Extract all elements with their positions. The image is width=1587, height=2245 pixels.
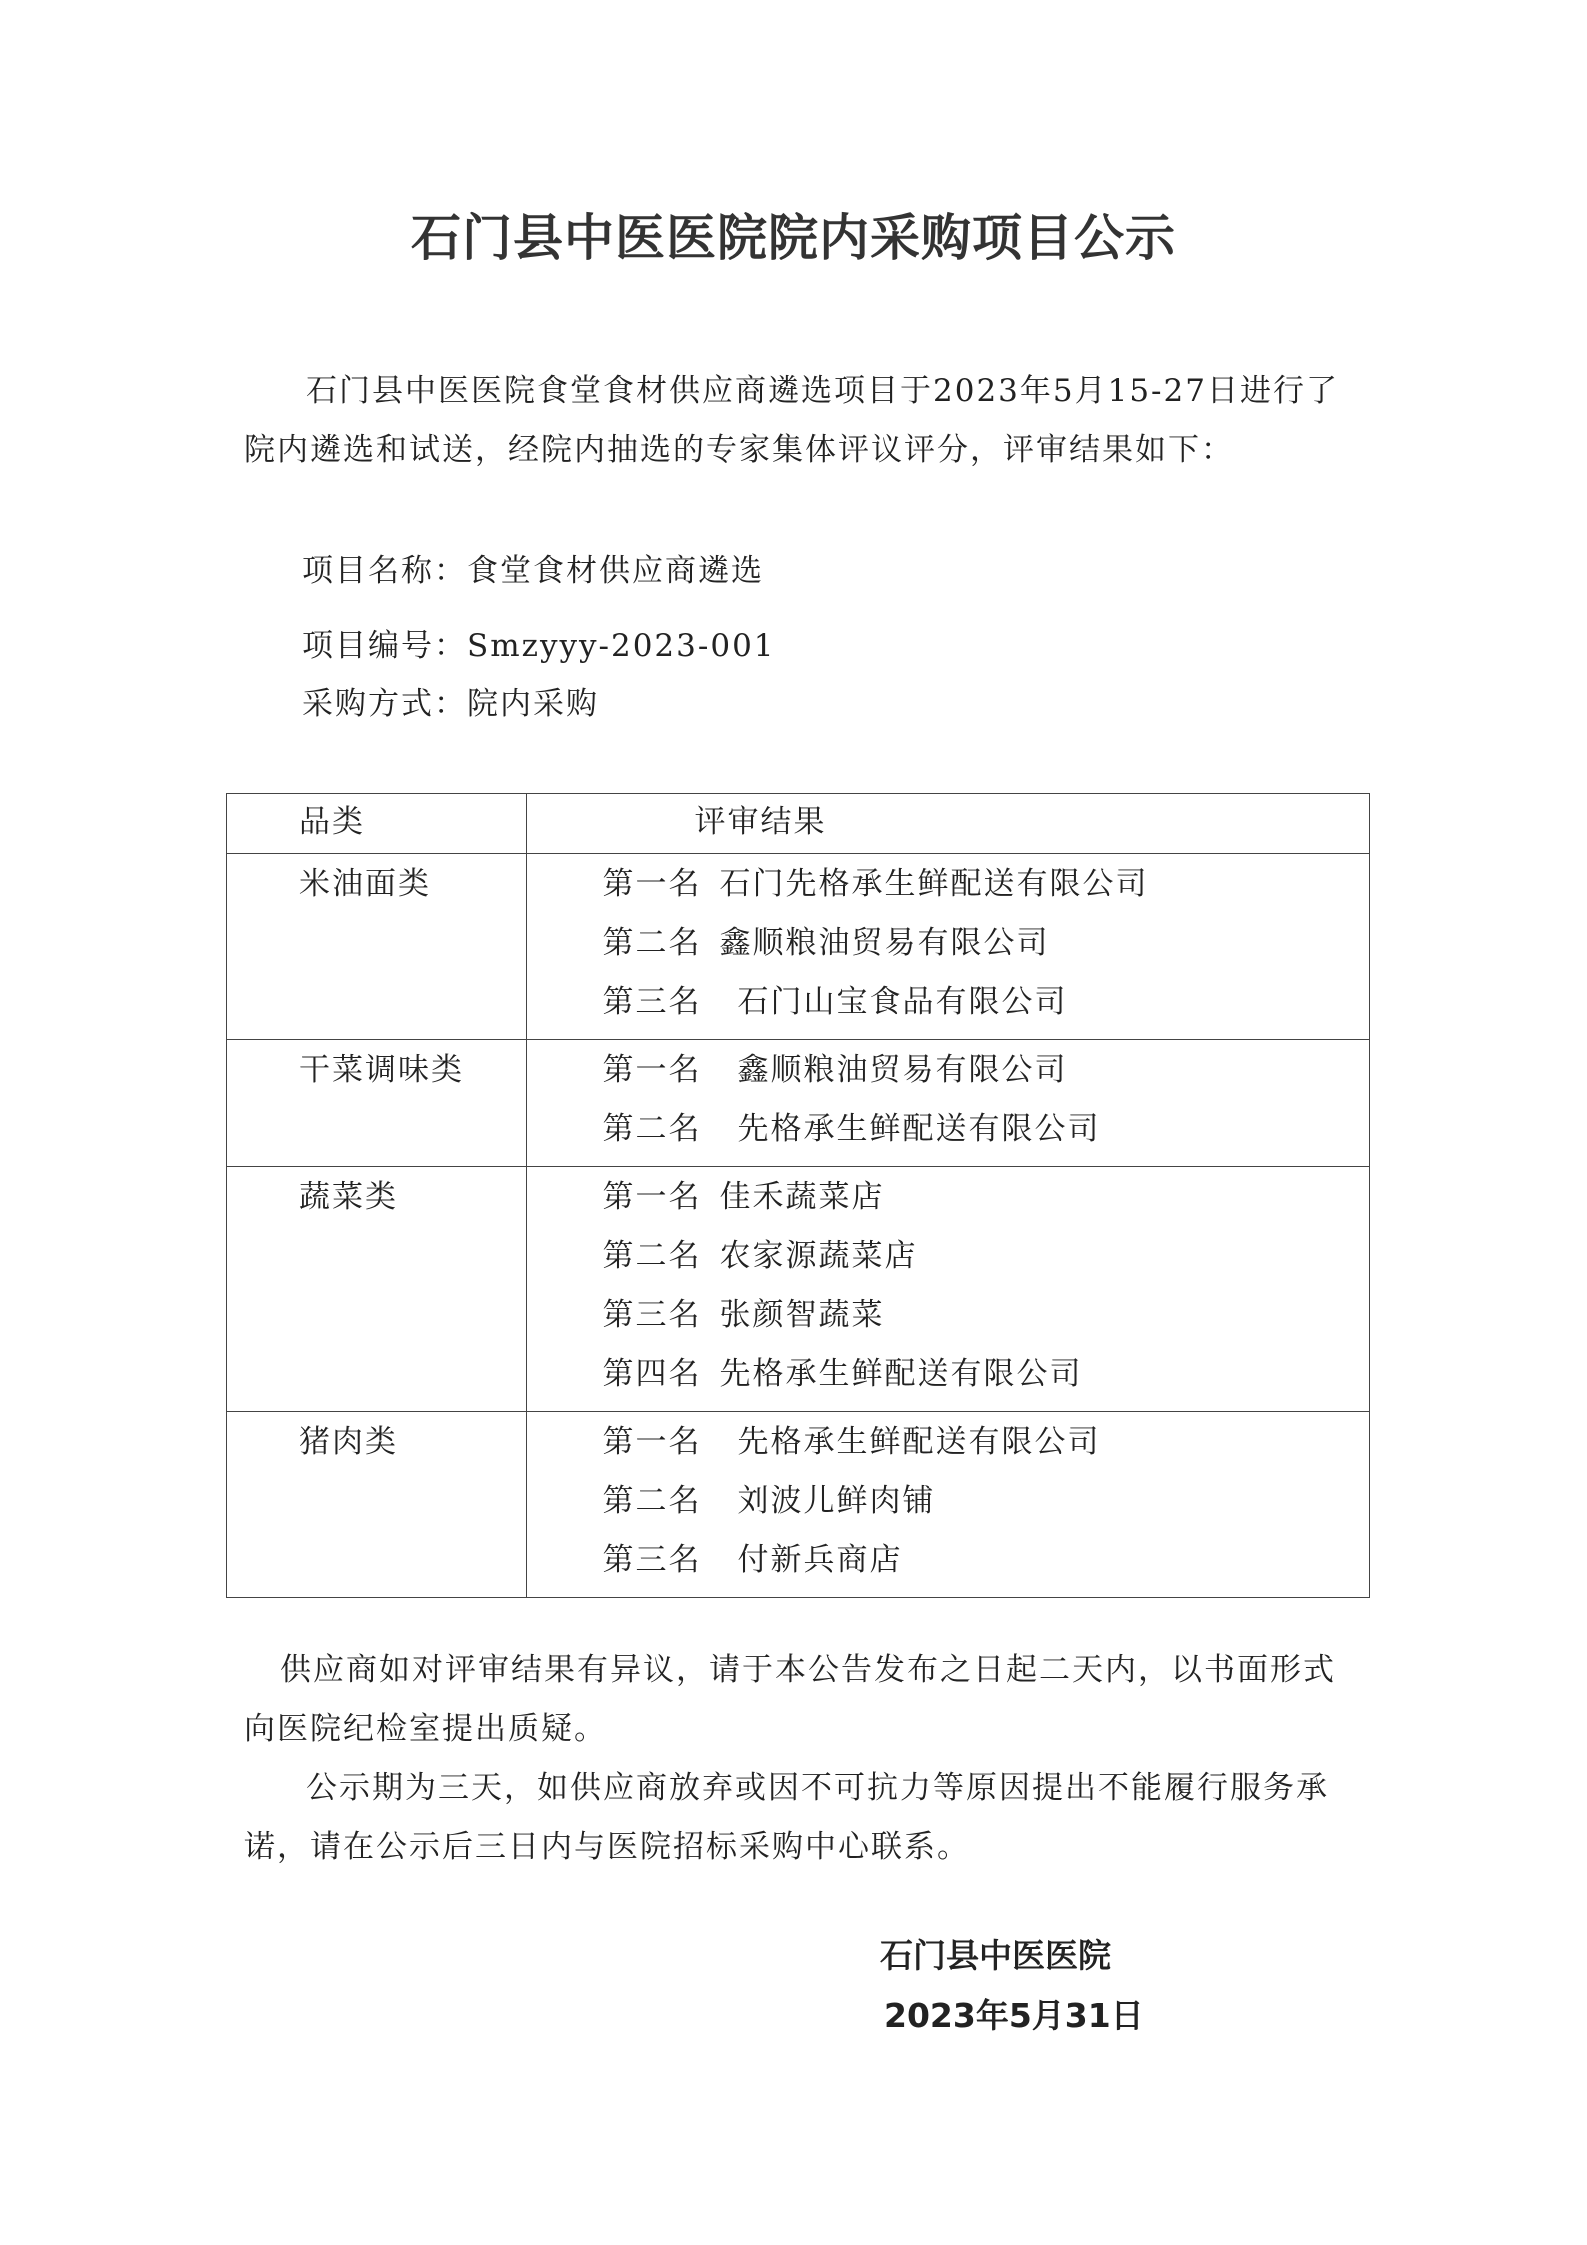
- result-line: [603, 1348, 1369, 1407]
- header-category: 品类: [227, 794, 527, 854]
- project-name: 项目名称：食堂食材供应商遴选: [302, 553, 764, 589]
- result-line: [603, 917, 1369, 976]
- company-name: 农家源蔬菜店: [719, 1238, 918, 1274]
- rank-label: 第四名: [602, 1356, 702, 1392]
- result-line: [603, 858, 1369, 917]
- table-header-row: [227, 794, 1370, 854]
- procurement-method: 采购方式：院内采购: [302, 686, 599, 722]
- result-line: [603, 1103, 1369, 1162]
- rank-label: 第三名: [602, 984, 702, 1020]
- company-name: 佳禾蔬菜店: [719, 1179, 885, 1215]
- publicity-period-notice: 公示期为三天，如供应商放弃或因不可抗力等原因提出不能履行服务承诺，请在公示后三日内与医院招标采购中心联系。: [244, 1770, 1329, 1865]
- company-name: 付新兵商店: [737, 1542, 903, 1578]
- page-title: 石门县中医医院院内采购项目公示: [411, 209, 1176, 267]
- rank-label: 第三名: [602, 1297, 702, 1333]
- category-cell: 干菜调味类: [227, 1040, 527, 1167]
- result-line: [603, 1171, 1369, 1230]
- result-line: [603, 1475, 1369, 1534]
- company-name: 鑫顺粮油贸易有限公司: [719, 925, 1050, 961]
- company-name: 先格承生鲜配送有限公司: [737, 1111, 1101, 1147]
- company-name: 先格承生鲜配送有限公司: [719, 1356, 1083, 1392]
- company-name: 石门先格承生鲜配送有限公司: [719, 866, 1149, 902]
- table-row: [227, 1040, 1370, 1167]
- result-cell: [526, 1040, 1369, 1167]
- result-cell: [526, 1412, 1369, 1598]
- rank-label: 第二名: [602, 1483, 702, 1519]
- result-line: [603, 1044, 1369, 1103]
- rank-label: 第二名: [602, 1111, 702, 1147]
- rank-label: 第一名: [602, 1052, 702, 1088]
- result-line: [603, 976, 1369, 1035]
- rank-label: 第二名: [602, 1238, 702, 1274]
- result-cell: [526, 854, 1369, 1040]
- category-cell: 蔬菜类: [227, 1167, 527, 1412]
- company-name: 鑫顺粮油贸易有限公司: [737, 1052, 1068, 1088]
- table-row: [227, 1167, 1370, 1412]
- intro-paragraph: 石门县中医医院食堂食材供应商遴选项目于2023年5月15-27日进行了院内遴选和试送，经院内抽选的专家集体评议评分，评审结果如下：: [244, 373, 1339, 468]
- rank-label: 第一名: [602, 866, 702, 902]
- company-name: 石门山宝食品有限公司: [737, 984, 1068, 1020]
- rank-label: 第一名: [602, 1179, 702, 1215]
- signature-date: 2023年5月31日: [884, 1996, 1144, 2035]
- rank-label: 第二名: [602, 925, 702, 961]
- category-cell: 米油面类: [227, 854, 527, 1040]
- table-row: [227, 1412, 1370, 1598]
- project-number: 项目编号：Smzyyy-2023-001: [302, 628, 776, 664]
- result-line: [603, 1534, 1369, 1593]
- objection-notice: 供应商如对评审结果有异议，请于本公告发布之日起二天内，以书面形式向医院纪检室提出质疑。: [244, 1652, 1336, 1747]
- rank-label: 第三名: [602, 1542, 702, 1578]
- category-cell: 猪肉类: [227, 1412, 527, 1598]
- company-name: 张颜智蔬菜: [719, 1297, 885, 1333]
- evaluation-results-table: [226, 793, 1370, 1598]
- header-result: 评审结果: [526, 794, 1369, 854]
- result-cell: [526, 1167, 1369, 1412]
- company-name: 先格承生鲜配送有限公司: [737, 1424, 1101, 1460]
- company-name: 刘波儿鲜肉铺: [737, 1483, 936, 1519]
- result-line: [603, 1230, 1369, 1289]
- result-line: [603, 1289, 1369, 1348]
- rank-label: 第一名: [602, 1424, 702, 1460]
- signature-organization: 石门县中医医院: [880, 1936, 1111, 1975]
- result-line: [603, 1416, 1369, 1475]
- table-row: [227, 854, 1370, 1040]
